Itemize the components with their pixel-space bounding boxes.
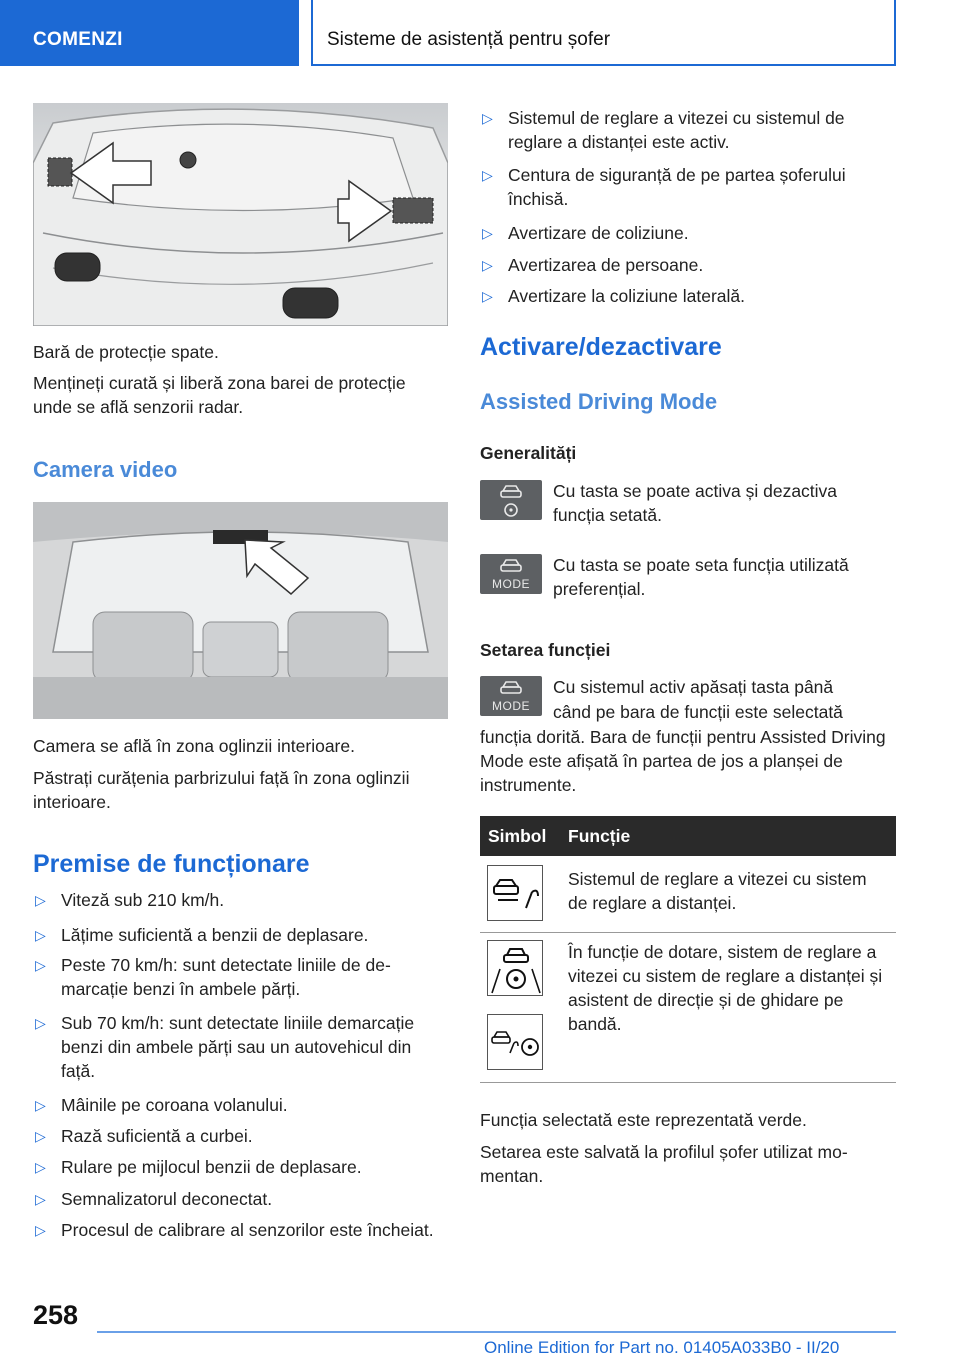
key3-description-line2: când pe bara de funcții este selectată bbox=[553, 702, 843, 722]
text-windshield-clean: Păstrați curățenia parbrizului față în zona oglinzii interioare. bbox=[33, 768, 410, 812]
heading-activare: Activare/dezactivare bbox=[480, 333, 722, 361]
acc-distance-icon bbox=[488, 866, 544, 922]
acc-distance-symbol bbox=[487, 865, 543, 921]
footer-edition: Online Edition for Part no. 01405A033B0 - II/20 bbox=[484, 1338, 840, 1357]
bullet-item: ▷ Avertizare de coliziune. bbox=[482, 223, 689, 243]
text-selected-green: Funcția selectată este reprezentată verde. bbox=[480, 1110, 807, 1130]
col-function-header: Funcție bbox=[568, 826, 631, 846]
caption-camera-location: Camera se află în zona oglinzii interioare. bbox=[33, 736, 355, 756]
col-symbol-header: Simbol bbox=[488, 826, 547, 846]
triangle-bullet-icon: ▷ bbox=[35, 927, 46, 943]
bullet-item: ▷ Procesul de calibrare al senzorilor este încheiat. bbox=[35, 1220, 434, 1240]
assist-key-button bbox=[480, 480, 542, 520]
triangle-bullet-icon: ▷ bbox=[35, 892, 46, 908]
triangle-bullet-icon: ▷ bbox=[35, 1015, 46, 1031]
triangle-bullet-icon: ▷ bbox=[35, 1097, 46, 1113]
heading-assisted-driving-mode: Assisted Driving Mode bbox=[480, 389, 718, 414]
bullet-item: ▷ Centura de siguranță de pe partea șoferului închisă. bbox=[482, 165, 846, 209]
section-tab: COMENZI bbox=[0, 0, 299, 66]
bullet-item: ▷ Avertizarea de persoane. bbox=[482, 255, 704, 275]
mode-label: MODE bbox=[492, 699, 530, 713]
triangle-bullet-icon: ▷ bbox=[35, 1222, 46, 1238]
table-bottom-line bbox=[480, 1082, 896, 1083]
caption-rear-bumper: Bară de protecție spate. bbox=[33, 342, 219, 362]
footer-divider bbox=[97, 1331, 896, 1333]
acc-lane-icon bbox=[488, 1015, 544, 1071]
table-header bbox=[480, 816, 896, 856]
rear-bumper-photo bbox=[33, 103, 448, 326]
mode-key-button bbox=[480, 554, 542, 594]
key3-description-rest: funcția dorită. Bara de funcții pentru Assisted Driving Mode este afișată în partea de jos a planșei de instrumente. bbox=[480, 727, 886, 795]
acc-lane-symbol bbox=[487, 1014, 543, 1070]
triangle-bullet-icon: ▷ bbox=[35, 1159, 46, 1175]
bullet-item: ▷ Rulare pe mijlocul benzii de deplasare. bbox=[35, 1157, 362, 1177]
triangle-bullet-icon: ▷ bbox=[482, 225, 493, 241]
bullet-item: ▷ Mâinile pe coroana volanului. bbox=[35, 1095, 288, 1115]
triangle-bullet-icon: ▷ bbox=[482, 257, 493, 273]
heading-setarea-functiei: Setarea funcției bbox=[480, 640, 611, 660]
heading-premise: Premise de funcționare bbox=[33, 850, 310, 878]
page-header bbox=[0, 0, 960, 66]
windshield-camera-photo bbox=[33, 502, 448, 719]
triangle-bullet-icon: ▷ bbox=[482, 110, 493, 126]
table-row-text: Sistemul de reglare a vitezei cu sistem de reglare a distanței. bbox=[568, 869, 867, 913]
bullet-item: ▷ Avertizare la coliziune laterală. bbox=[482, 286, 746, 306]
bullet-item: ▷ Viteză sub 210 km/h. bbox=[35, 890, 225, 910]
bullet-item: ▷ Rază suficientă a curbei. bbox=[35, 1126, 253, 1146]
triangle-bullet-icon: ▷ bbox=[35, 1128, 46, 1144]
key3-description-line1: Cu sistemul activ apăsați tasta până bbox=[553, 677, 834, 697]
triangle-bullet-icon: ▷ bbox=[35, 957, 46, 973]
table-row-text: În funcție de dotare, sistem de reglare a vitezei cu sistem de reglare a distanței și asistent de direcție și de ghidare pe bandă. bbox=[568, 942, 883, 1034]
steering-assist-icon bbox=[497, 483, 525, 517]
bullet-item: ▷ Sub 70 km/h: sunt detectate liniile demarcație benzi din ambele părți sau un autovehicul din față. bbox=[35, 1013, 415, 1081]
page-number: 258 bbox=[33, 1300, 79, 1330]
car-icon bbox=[497, 557, 525, 577]
table-row-divider bbox=[480, 932, 896, 933]
heading-generalitati: Generalități bbox=[480, 443, 577, 463]
key2-description: Cu tasta se poate seta funcția utilizată preferențial. bbox=[553, 555, 849, 599]
car-icon bbox=[497, 679, 525, 699]
mode-key-button bbox=[480, 676, 542, 716]
triangle-bullet-icon: ▷ bbox=[482, 288, 493, 304]
acc-steering-symbol bbox=[487, 940, 543, 996]
bullet-item: ▷ Peste 70 km/h: sunt detectate liniile de demarcație benzi în ambele părți. bbox=[35, 955, 391, 999]
bullet-item: ▷ Sistemul de reglare a vitezei cu sistemul de reglare a distanței este activ. bbox=[482, 108, 845, 152]
chapter-title: Sisteme de asistență pentru șofer bbox=[311, 0, 896, 66]
mode-label: MODE bbox=[492, 577, 530, 591]
triangle-bullet-icon: ▷ bbox=[482, 167, 493, 183]
bullet-item: ▷ Lățime suficientă a benzii de deplasare. bbox=[35, 925, 369, 945]
heading-camera-video: Camera video bbox=[33, 457, 178, 482]
text-radar-sensors: Mențineți curată și liberă zona barei de protecție unde se află senzorii radar. bbox=[33, 373, 406, 417]
text-saved-profile: Setarea este salvată la profilul șofer utilizat momentan. bbox=[480, 1142, 848, 1186]
triangle-bullet-icon: ▷ bbox=[35, 1191, 46, 1207]
bullet-item: ▷ Semnalizatorul deconectat. bbox=[35, 1189, 273, 1209]
key1-description: Cu tasta se poate activa și dezactiva funcția setată. bbox=[553, 481, 838, 525]
acc-steering-icon bbox=[488, 941, 544, 997]
